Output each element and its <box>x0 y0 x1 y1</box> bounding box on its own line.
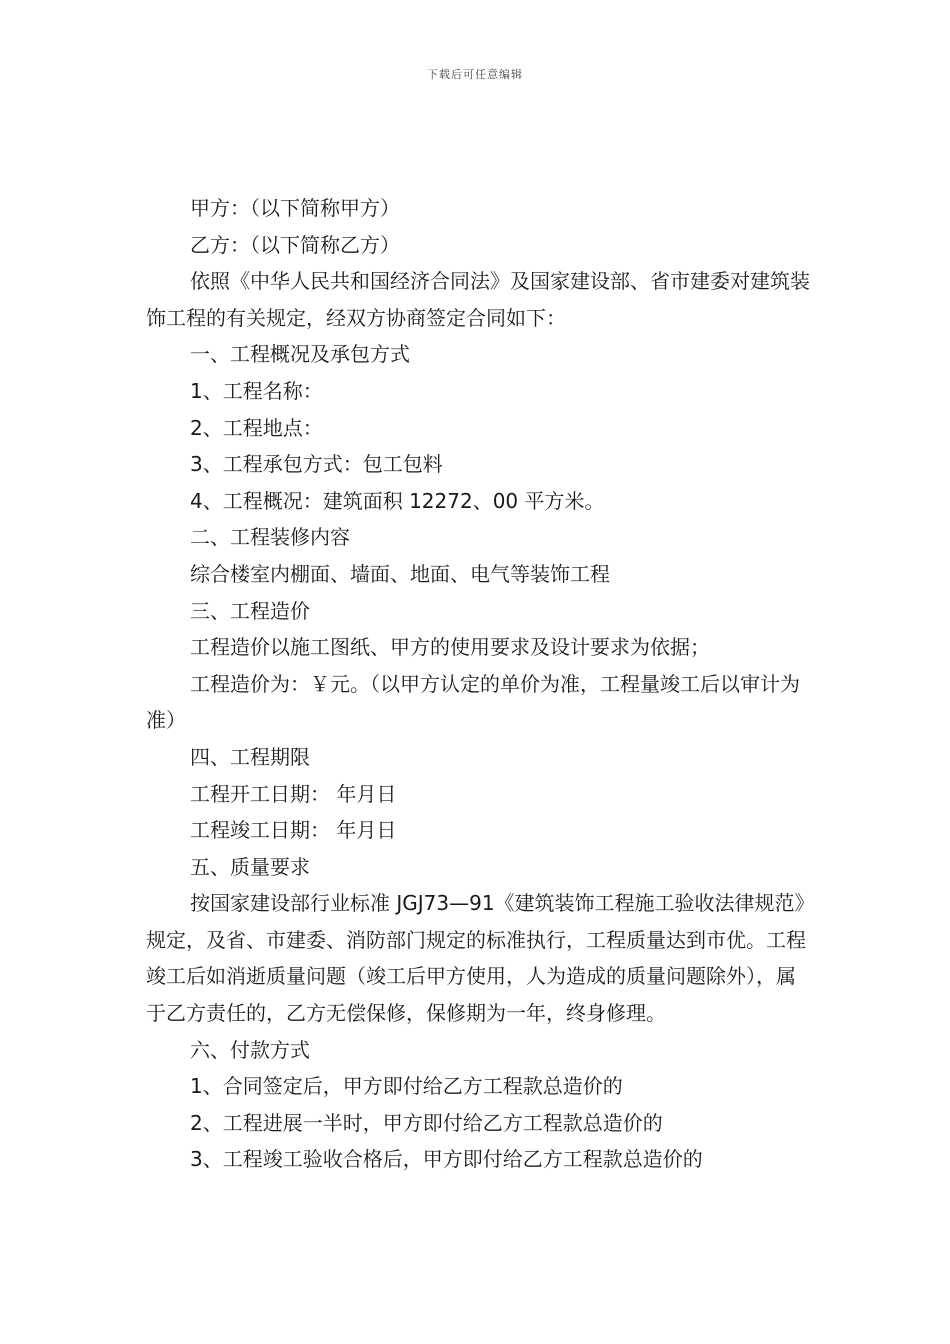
party-a-line: 甲方：（以下简称甲方） <box>190 196 400 220</box>
body-paragraph: 工程开工日期： 年月日 <box>190 781 397 806</box>
section-heading-3: 三、工程造价 <box>190 598 310 623</box>
party-b-line: 乙方：（以下简称乙方） <box>190 232 400 257</box>
section-heading-5: 五、质量要求 <box>190 854 310 879</box>
list-item: 1、合同签定后，甲方即付给乙方工程款总造价的 <box>190 1074 623 1099</box>
section-heading-1: 一、工程概况及承包方式 <box>190 342 410 367</box>
body-paragraph: 工程竣工日期： 年月日 <box>190 818 397 843</box>
preamble-paragraph: 依照《中华人民共和国经济合同法》及国家建设部、省市建委对建筑装饰工程的有关规定，经双方协商签定合同如下： <box>146 269 810 330</box>
list-item: 2、工程进展一半时，甲方即付给乙方工程款总造价的 <box>190 1110 663 1135</box>
section-heading-2: 二、工程装修内容 <box>190 525 350 550</box>
body-paragraph: 工程造价为：￥元。（以甲方认定的单价为准，工程量竣工后以审计为准） <box>146 671 800 733</box>
document-body <box>146 190 810 1178</box>
list-item: 2、工程地点： <box>190 415 323 440</box>
header-note: 下载后可任意编辑 <box>427 68 523 81</box>
body-paragraph: 工程造价以施工图纸、甲方的使用要求及设计要求为依据； <box>190 635 710 660</box>
list-item: 3、工程竣工验收合格后，甲方即付给乙方工程款总造价的 <box>190 1147 703 1172</box>
list-item: 1、工程名称： <box>190 378 323 403</box>
list-item: 3、工程承包方式：包工包料 <box>190 452 443 477</box>
section-heading-6: 六、付款方式 <box>190 1037 310 1062</box>
section-heading-4: 四、工程期限 <box>190 744 310 769</box>
list-item: 4、工程概况：建筑面积 12272、00 平方米。 <box>190 488 605 513</box>
body-paragraph: 综合楼室内棚面、墙面、地面、电气等装饰工程 <box>190 561 610 586</box>
body-paragraph: 按国家建设部行业标准 JGJ73—91《建筑装饰工程施工验收法律规范》规定，及省、市建委、消防部门规定的标准执行，工程质量达到市优。工程竣工后如消逝质量问题（竣工后甲方使用，人为造成的质量问题除外），属于乙方责任的，乙方无偿保修，保修期为一年，终身修理。 <box>146 891 806 1026</box>
